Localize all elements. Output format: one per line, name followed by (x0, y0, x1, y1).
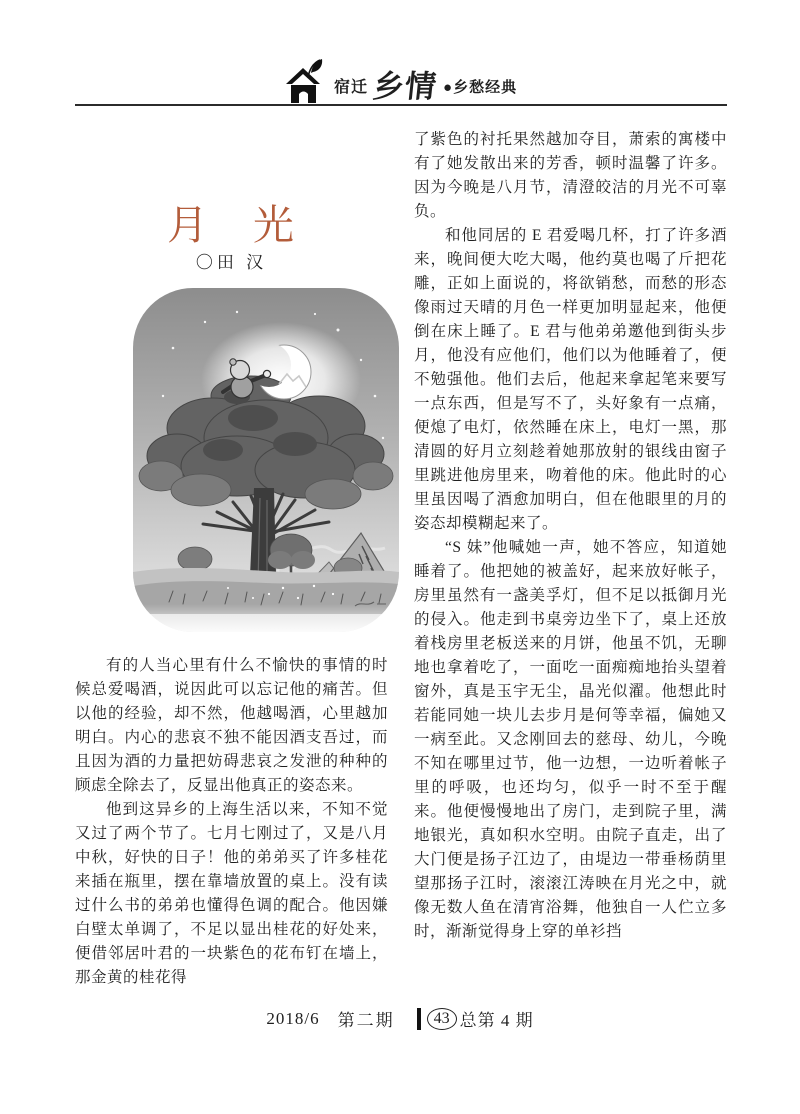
moon-tree-illustration (133, 288, 399, 632)
house-leaf-icon (284, 58, 324, 104)
footer-issue-number: 第二期 (337, 1011, 395, 1030)
right-column (414, 128, 727, 944)
brand-name: 乡情 (371, 69, 439, 104)
page-footer (0, 1006, 800, 1031)
article-paragraph: 他到这异乡的上海生活以来，不知不觉又过了两个节了。七月七刚过了，又是八月中秋，好快的日子！他的弟弟买了许多桂花来插在瓶里，摆在靠墙放置的桌上。没有读过什么书的弟弟也懂得色调的配合。他因嫌白壁太单调了，不足以显出桂花的好处来，便借邻居叶君的一块紫色的花布钉在墙上，那金黄的桂花得 (75, 801, 388, 986)
article-title: 月 光 (167, 202, 296, 248)
article-paragraph: 有的人当心里有什么不愉快的事情的时候总爱喝酒，说因此可以忘记他的痛苦。但以他的经验，却不然，他越喝酒，心里越加明白。内心的悲哀不独不能因酒支吾过，而且因为酒的力量把妨碍悲哀之发泄的种种的顾虑全除去了，反显出他真正的姿态来。 (75, 657, 388, 794)
article-author: 〇田 汉 (195, 253, 268, 272)
brand-tagline: ●乡愁经典 (443, 79, 518, 96)
footer-issue-date: 2018/6 (266, 1008, 320, 1028)
header-rule (75, 104, 727, 106)
article-paragraph: 和他同居的 E 君爱喝几杯，打了许多酒来，晚间便大吃大喝，他约莫也喝了斤把花雕，正如上面说的，将欲销愁，而愁的形态像雨过天晴的月色一样更加明显起来，他便倒在床上睡了。E 君与他弟弟邀他到街头步月，他没有应他们，他们以为他睡着了，便不勉强他。他们去后，他起来拿起笔来要写一点东西，但是写不了，头好象有一点痛，便熄了电灯，依然睡在床上，电灯一黑，那清圆的好月立刻趁着她那放射的银线由窗子里跳进他房里来，吻着他的床。他此时的心里虽因喝了酒愈加明白，但在他眼里的月的姿态却模糊起来了。 (414, 227, 727, 532)
footer-divider (417, 1008, 421, 1030)
magazine-brand (284, 58, 517, 104)
left-column (75, 654, 388, 990)
footer-page-number: 43 (427, 1008, 457, 1030)
brand-prefix: 宿迁 (334, 79, 369, 96)
article-paragraph: “S 妹”他喊她一声，她不答应，知道她睡着了。他把她的被盖好，起来放好帐子，房里虽然有一盏美孚灯，但不足以抵御月光的侵入。他走到书桌旁边坐下了，桌上还放着栈房里老板送来的月饼，他虽不饥，无聊地也拿着吃了，一面吃一面痴痴地抬头望着窗外，真是玉宇无尘，晶光似濯。他想此时若能同她一块儿去步月是何等幸福，偏她又一病至此。又念刚回去的慈母、幼儿，今晚不知在哪里过节，他一边想，一边听着帐子里的呼吸，也还均匀，似乎一时不至于醒来。他便慢慢地出了房门，走到院子里，满地银光，真如积水空明。由院子直走，出了大门便是扬子江边了，由堤边一带垂杨荫里望那扬子江时，滚滚江涛映在月光之中，就像无数人鱼在清宵浴舞，他独自一人伫立多时，渐渐觉得身上穿的单衫挡 (414, 539, 727, 940)
footer-volume: 总第 4 期 (459, 1011, 534, 1030)
article-paragraph-continued: 了紫色的衬托果然越加夺目，萧索的寓楼中有了她发散出来的芳香，顿时温馨了许多。因为今晚是八月节，清澄皎洁的月光不可辜负。 (414, 131, 727, 220)
